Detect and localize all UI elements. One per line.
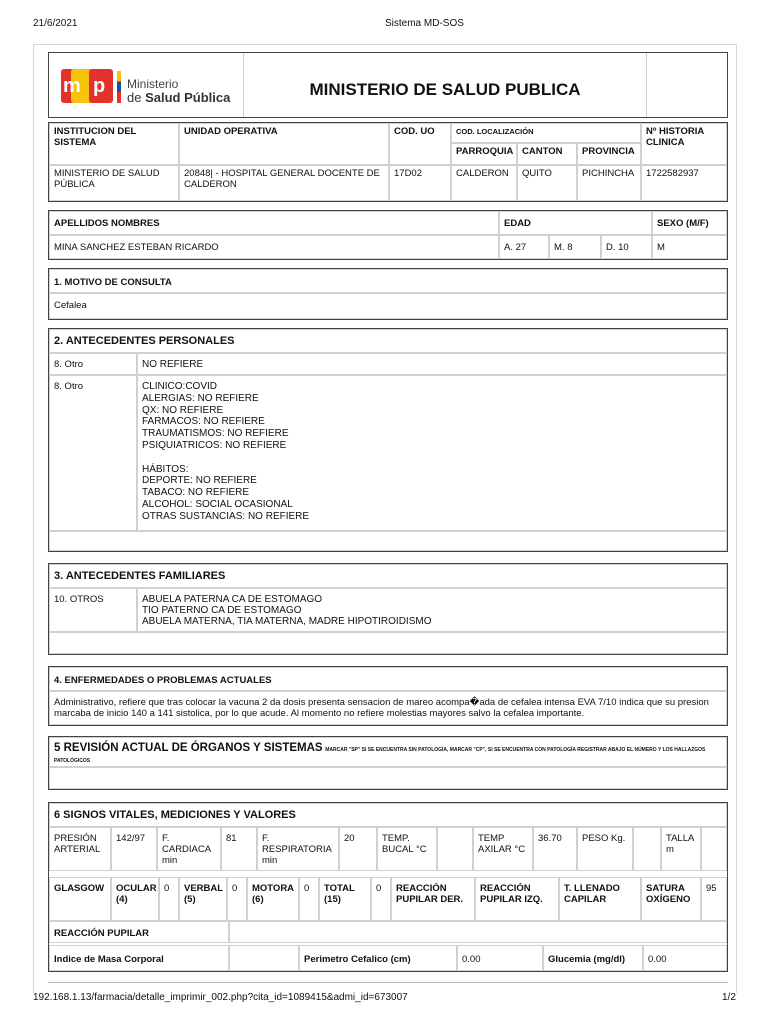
temp-bucal-label: TEMP. BUCAL °C [377,827,437,871]
familiares-empty-row [49,632,727,654]
revision-title: 5 REVISIÓN ACTUAL DE ÓRGANOS Y SISTEMAS [54,742,323,754]
presion-value: 142/97 [111,827,157,871]
sexo-value: M [652,235,727,259]
personales-label-2: 8. Otro [49,375,137,531]
title-block [48,52,728,118]
h-edad: EDAD [499,211,652,235]
h-historia: Nº HISTORIA CLINICA [641,123,727,165]
h-parroquia: PARROQUIA [451,143,517,165]
page-title: MINISTERIO DE SALUD PUBLICA [309,80,581,99]
reaccion-izq-label: REACCIÓN PUPILAR IZQ. [475,877,559,921]
institution-block [48,122,728,202]
personales-title: 2. ANTECEDENTES PERSONALES [49,329,727,353]
personales-label-1: 8. Otro [49,353,137,375]
imc-value [229,945,299,971]
cod-uo-value: 17D02 [389,165,451,201]
familiares-label: 10. OTROS [49,588,137,632]
enfermedades-title: 4. ENFERMEDADES O PROBLEMAS ACTUALES [49,667,727,691]
edad-anios: A. 27 [499,235,549,259]
temp-bucal-value [437,827,473,871]
h-canton: CANTON [517,143,577,165]
revision-header [49,737,727,767]
temp-axilar-value: 36.70 [533,827,577,871]
motivo-title: 1. MOTIVO DE CONSULTA [49,269,727,293]
patient-block [48,210,728,260]
print-header [0,18,768,32]
total-label: TOTAL (15) [319,877,371,921]
print-date: 21/6/2021 [33,18,78,29]
verbal-label: VERBAL (5) [179,877,227,921]
print-system-name: Sistema MD-SOS [385,18,464,29]
reaccion-pupilar-value [229,921,727,943]
personales-empty-row [49,531,727,551]
familiares-text: ABUELA PATERNA CA DE ESTOMAGO TIO PATERNO CA DE ESTOMAGO ABUELA MATERNA, TIA MATERNA, MADRE HIPOTIROIDISMO [137,588,727,632]
provincia-value: PICHINCHA [577,165,641,201]
temp-axilar-label: TEMP AXILAR °C [473,827,533,871]
peso-value [633,827,661,871]
llenado-capilar-label: T. LLENADO CAPILAR [559,877,641,921]
fc-value: 81 [221,827,257,871]
reaccion-pupilar-label: REACCIÓN PUPILAR [49,921,229,943]
h-cod-uo: COD. UO [389,123,451,165]
msp-logo: m p Ministerio de Salud Pública [53,57,239,115]
fr-value: 20 [339,827,377,871]
ocular-label: OCULAR (4) [111,877,159,921]
glucemia-value: 0.00 [643,945,727,971]
parroquia-value: CALDERON [451,165,517,201]
saturacion-value: 95 [701,877,727,921]
motivo-text: Cefalea [49,293,727,319]
historia-value: 1722582937 [641,165,727,201]
imc-label: Indice de Masa Corporal [49,945,229,971]
institucion-value: MINISTERIO DE SALUD PÚBLICA [49,165,179,201]
enfermedades-text: Administrativo, refiere que tras colocar la vacuna 2 da dosis presenta sensacion de mareo acompa�ada de cefalea intensa EVA 7/10 indica que su presion marcaba de inicio 140 a 141 sistolica, por lo que acude. Al momento no refiere molestias mayores salvo la cefalea importante. [49,691,727,725]
print-footer [0,992,768,1006]
motivo-section [48,268,728,320]
revision-section [48,736,728,790]
personales-text-2: CLINICO:COVID ALERGIAS: NO REFIERE QX: NO REFIERE FARMACOS: NO REFIERE TRAUMATISMOS: NO REFIERE PSIQUIATRICOS: NO REFIERE HÁBITOS: DEPORTE: NO REFIERE TABACO: NO REFIERE ALCOHOL: SOCIAL OCASIONAL OTRAS SUSTANCIAS: NO REFIERE [137,375,727,531]
page-cut-line [48,982,728,983]
perimetro-value: 0.00 [457,945,543,971]
glucemia-label: Glucemia (mg/dl) [543,945,643,971]
print-url: 192.168.1.13/farmacia/detalle_imprimir_002.php?cita_id=1089415&admi_id=673007 [33,992,408,1003]
glasgow-label: GLASGOW [49,877,111,921]
revision-note: MARCAR "SP" SI SE ENCUENTRA SIN PATOLOGÍA, MARCAR "CP", SI SE ENCUENTRA CON PATOLOGÍA REGISTRAR ABAJO EL NÚMERO Y LOS HALLAZGOS PATOLÓGICOS [54,747,706,764]
print-page-number: 1/2 [722,992,736,1003]
unidad-value: 20848| - HOSPITAL GENERAL DOCENTE DE CALDERON [179,165,389,201]
perimetro-label: Perimetro Cefalico (cm) [299,945,457,971]
revision-empty-row [49,767,727,789]
edad-dias: D. 10 [601,235,652,259]
talla-label: TALLA m [661,827,701,871]
peso-label: PESO Kg. [577,827,633,871]
saturacion-label: SATURA OXÍGENO [641,877,701,921]
verbal-value: 0 [227,877,247,921]
signos-title: 6 SIGNOS VITALES, MEDICIONES Y VALORES [49,803,727,827]
edad-meses: M. 8 [549,235,601,259]
h-provincia: PROVINCIA [577,143,641,165]
h-unidad: UNIDAD OPERATIVA [179,123,389,165]
h-sexo: SEXO (M/F) [652,211,727,235]
familiares-section [48,563,728,655]
familiares-title: 3. ANTECEDENTES FAMILIARES [49,564,727,588]
h-nombres: APELLIDOS NOMBRES [49,211,499,235]
fc-label: F. CARDIACA min [157,827,221,871]
signos-section [48,802,728,972]
h-institucion: INSTITUCION DEL SISTEMA [49,123,179,165]
presion-label: PRESIÓN ARTERIAL [49,827,111,871]
talla-value [701,827,727,871]
canton-value: QUITO [517,165,577,201]
enfermedades-section [48,666,728,726]
fr-label: F. RESPIRATORIA min [257,827,339,871]
reaccion-der-label: REACCIÓN PUPILAR DER. [391,877,475,921]
motora-label: MOTORA (6) [247,877,299,921]
nombres-value: MINA SANCHEZ ESTEBAN RICARDO [49,235,499,259]
total-value: 0 [371,877,391,921]
motora-value: 0 [299,877,319,921]
personales-section [48,328,728,552]
personales-text-1: NO REFIERE [137,353,727,375]
h-cod-localizacion: COD. LOCALIZACIÓN [451,123,641,143]
ocular-value: 0 [159,877,179,921]
